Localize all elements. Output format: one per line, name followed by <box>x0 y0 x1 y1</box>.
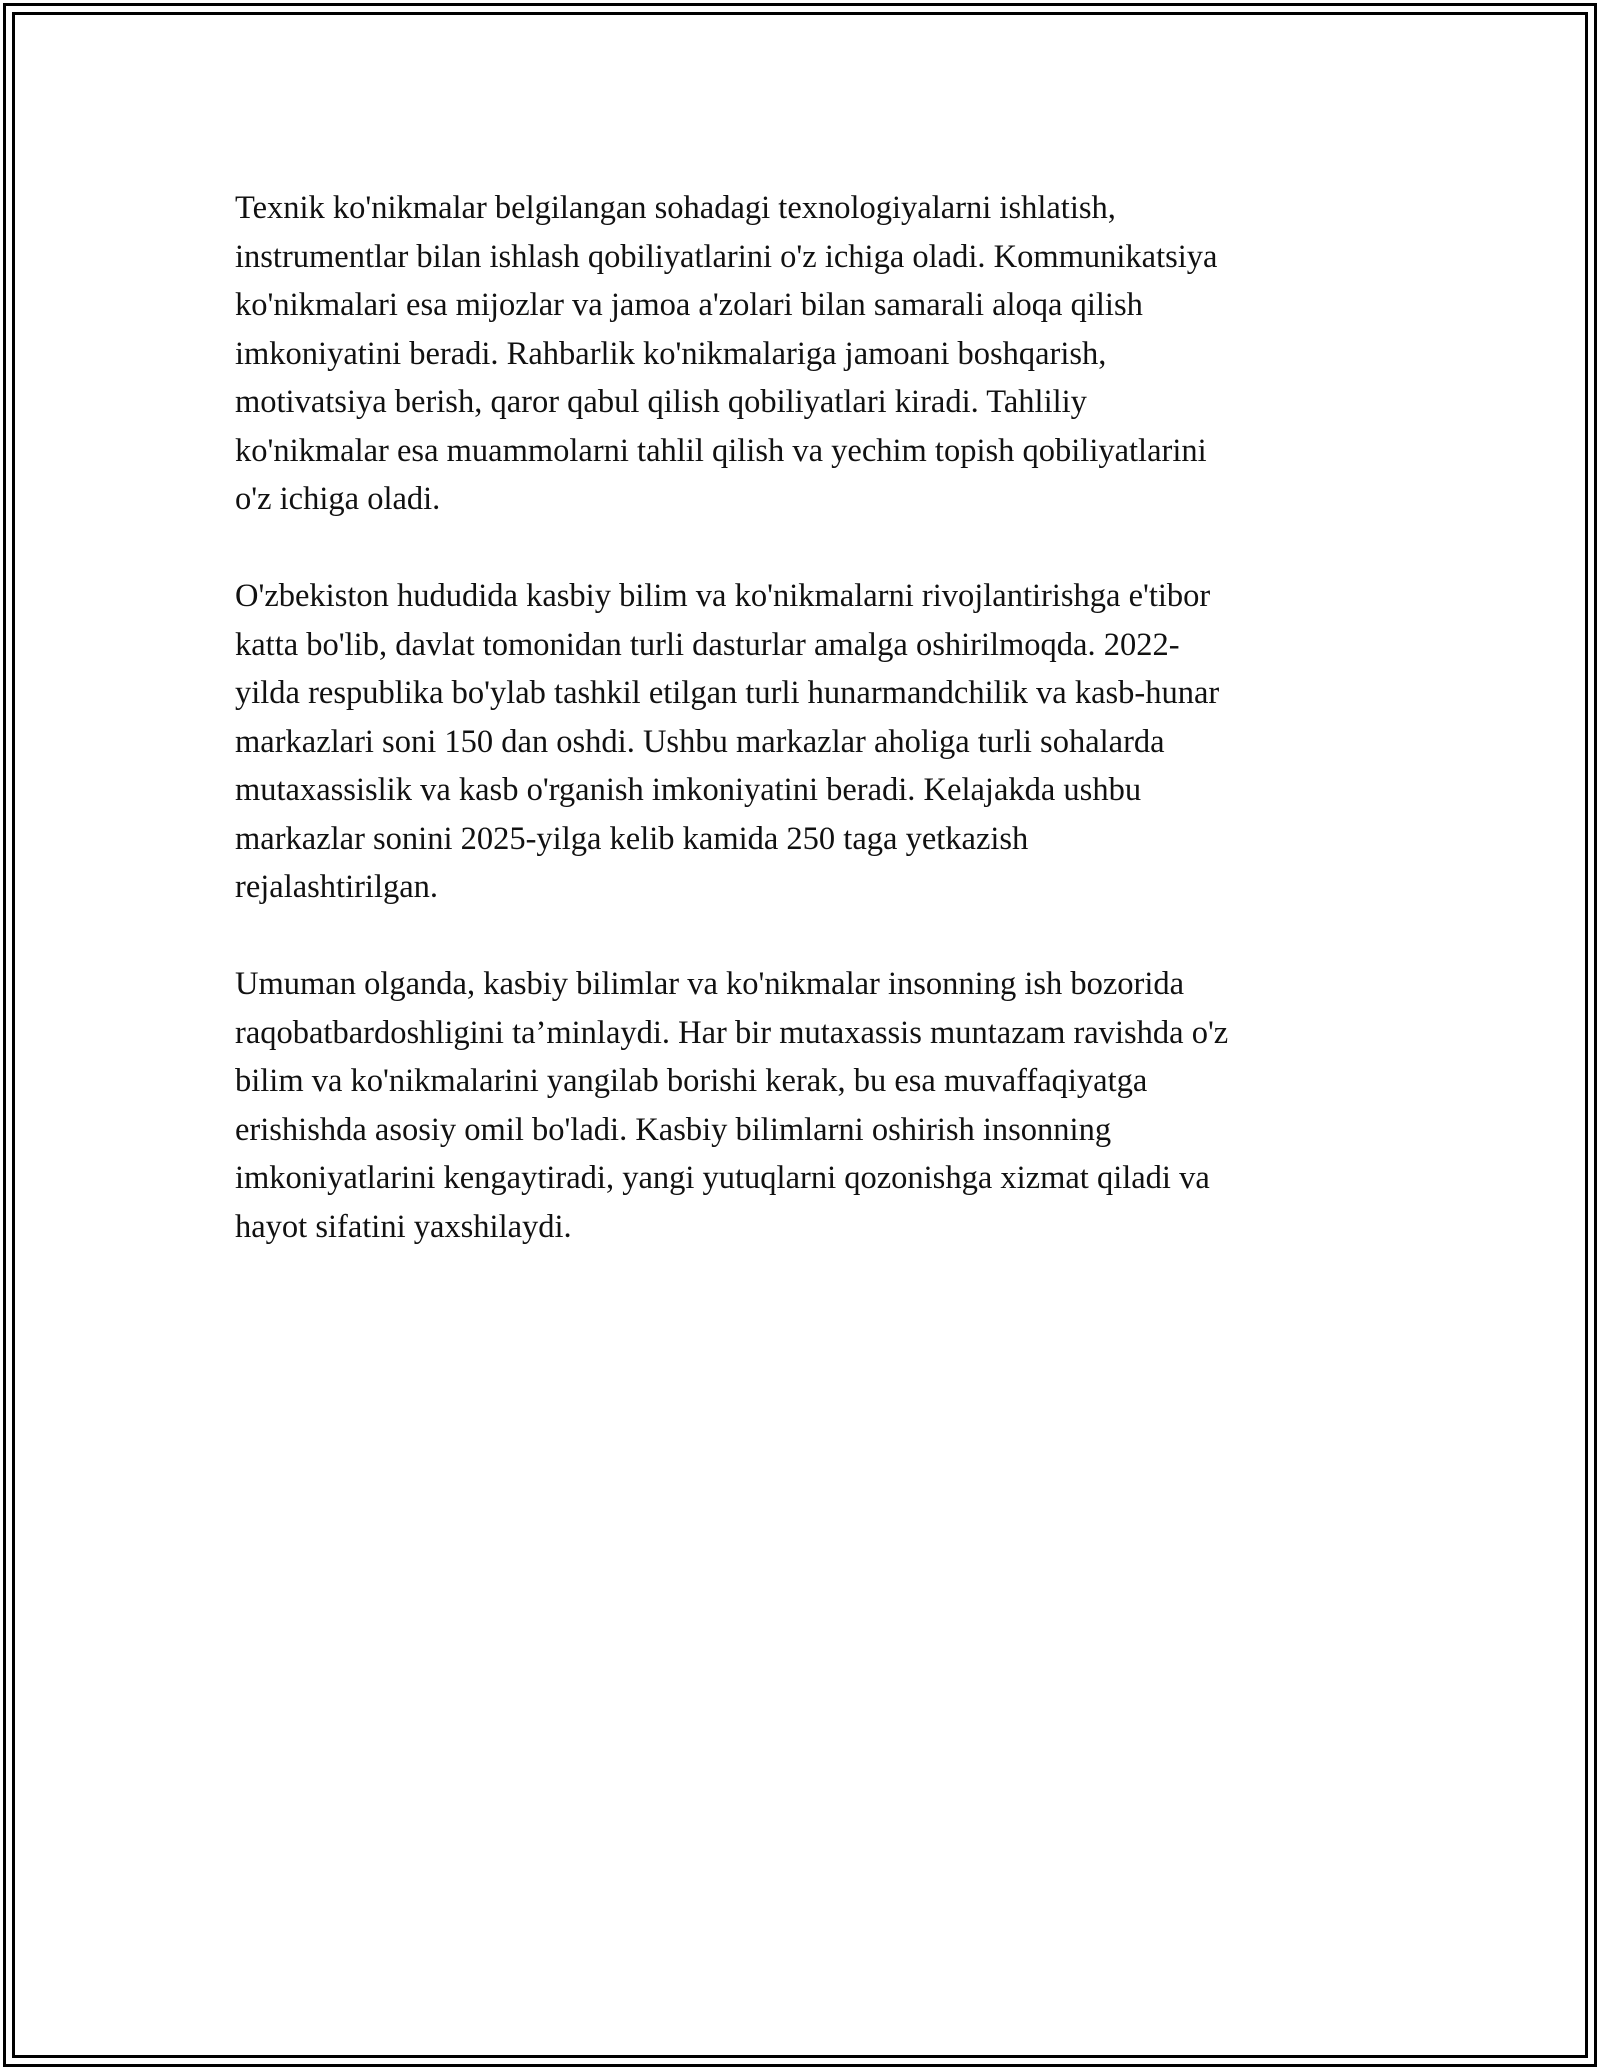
text-line: erishishda asosiy omil bo'ladi. Kasbiy bilimlarni oshirish insonning <box>235 1111 1112 1148</box>
document-body <box>235 184 1375 1300</box>
paragraph-uzbekistan-centers <box>235 572 1375 912</box>
text-line: Texnik ko'nikmalar belgilangan sohadagi texnologiyalarni ishlatish, <box>235 190 1116 226</box>
text-line: Umuman olganda, kasbiy bilimlar va ko'nikmalar insonning ish bozorida <box>235 966 1185 1002</box>
text-line: imkoniyatini beradi. Rahbarlik ko'nikmalariga jamoani boshqarish, <box>235 335 1107 372</box>
text-line: ko'nikmalari esa mijozlar va jamoa a'zolari bilan samarali aloqa qilish <box>235 287 1143 323</box>
text-line: mutaxassislik va kasb o'rganish imkoniyatini beradi. Kelajakda ushbu <box>235 772 1142 808</box>
text-line: motivatsiya berish, qaror qabul qilish qobiliyatlari kiradi. Tahliliy <box>235 384 1087 420</box>
text-line: o'z ichiga oladi. <box>235 481 441 517</box>
text-line: bilim va ko'nikmalarini yangilab borishi kerak, bu esa muvaffaqiyatga <box>235 1063 1148 1099</box>
text-line: hayot sifatini yaxshilaydi. <box>235 1208 572 1245</box>
text-line: katta bo'lib, davlat tomonidan turli dasturlar amalga oshirilmoqda. 2022- <box>235 626 1180 663</box>
text-line: imkoniyatlarini kengaytiradi, yangi yutuqlarni qozonishga xizmat qiladi va <box>235 1160 1210 1196</box>
text-line: instrumentlar bilan ishlash qobiliyatlarini o'z ichiga oladi. Kommunikatsiya <box>235 238 1218 275</box>
text-line: markazlar sonini 2025-yilga kelib kamida 250 taga yetkazish <box>235 820 1029 857</box>
text-line: rejalashtirilgan. <box>235 869 439 905</box>
text-line: ko'nikmalar esa muammolarni tahlil qilish va yechim topish qobiliyatlarini <box>235 432 1207 469</box>
paragraph-technical-skills <box>235 184 1375 524</box>
text-line: yilda respublika bo'ylab tashkil etilgan turli hunarmandchilik va kasb-hunar <box>235 675 1220 711</box>
text-line: raqobatbardoshligini ta’minlaydi. Har bir mutaxassis muntazam ravishda o'z <box>235 1014 1229 1051</box>
paragraph-conclusion <box>235 960 1375 1251</box>
text-line: markazlari soni 150 dan oshdi. Ushbu markazlar aholiga turli sohalarda <box>235 723 1165 760</box>
text-line: O'zbekiston hududida kasbiy bilim va ko'nikmalarni rivojlantirishga e'tibor <box>235 578 1211 614</box>
